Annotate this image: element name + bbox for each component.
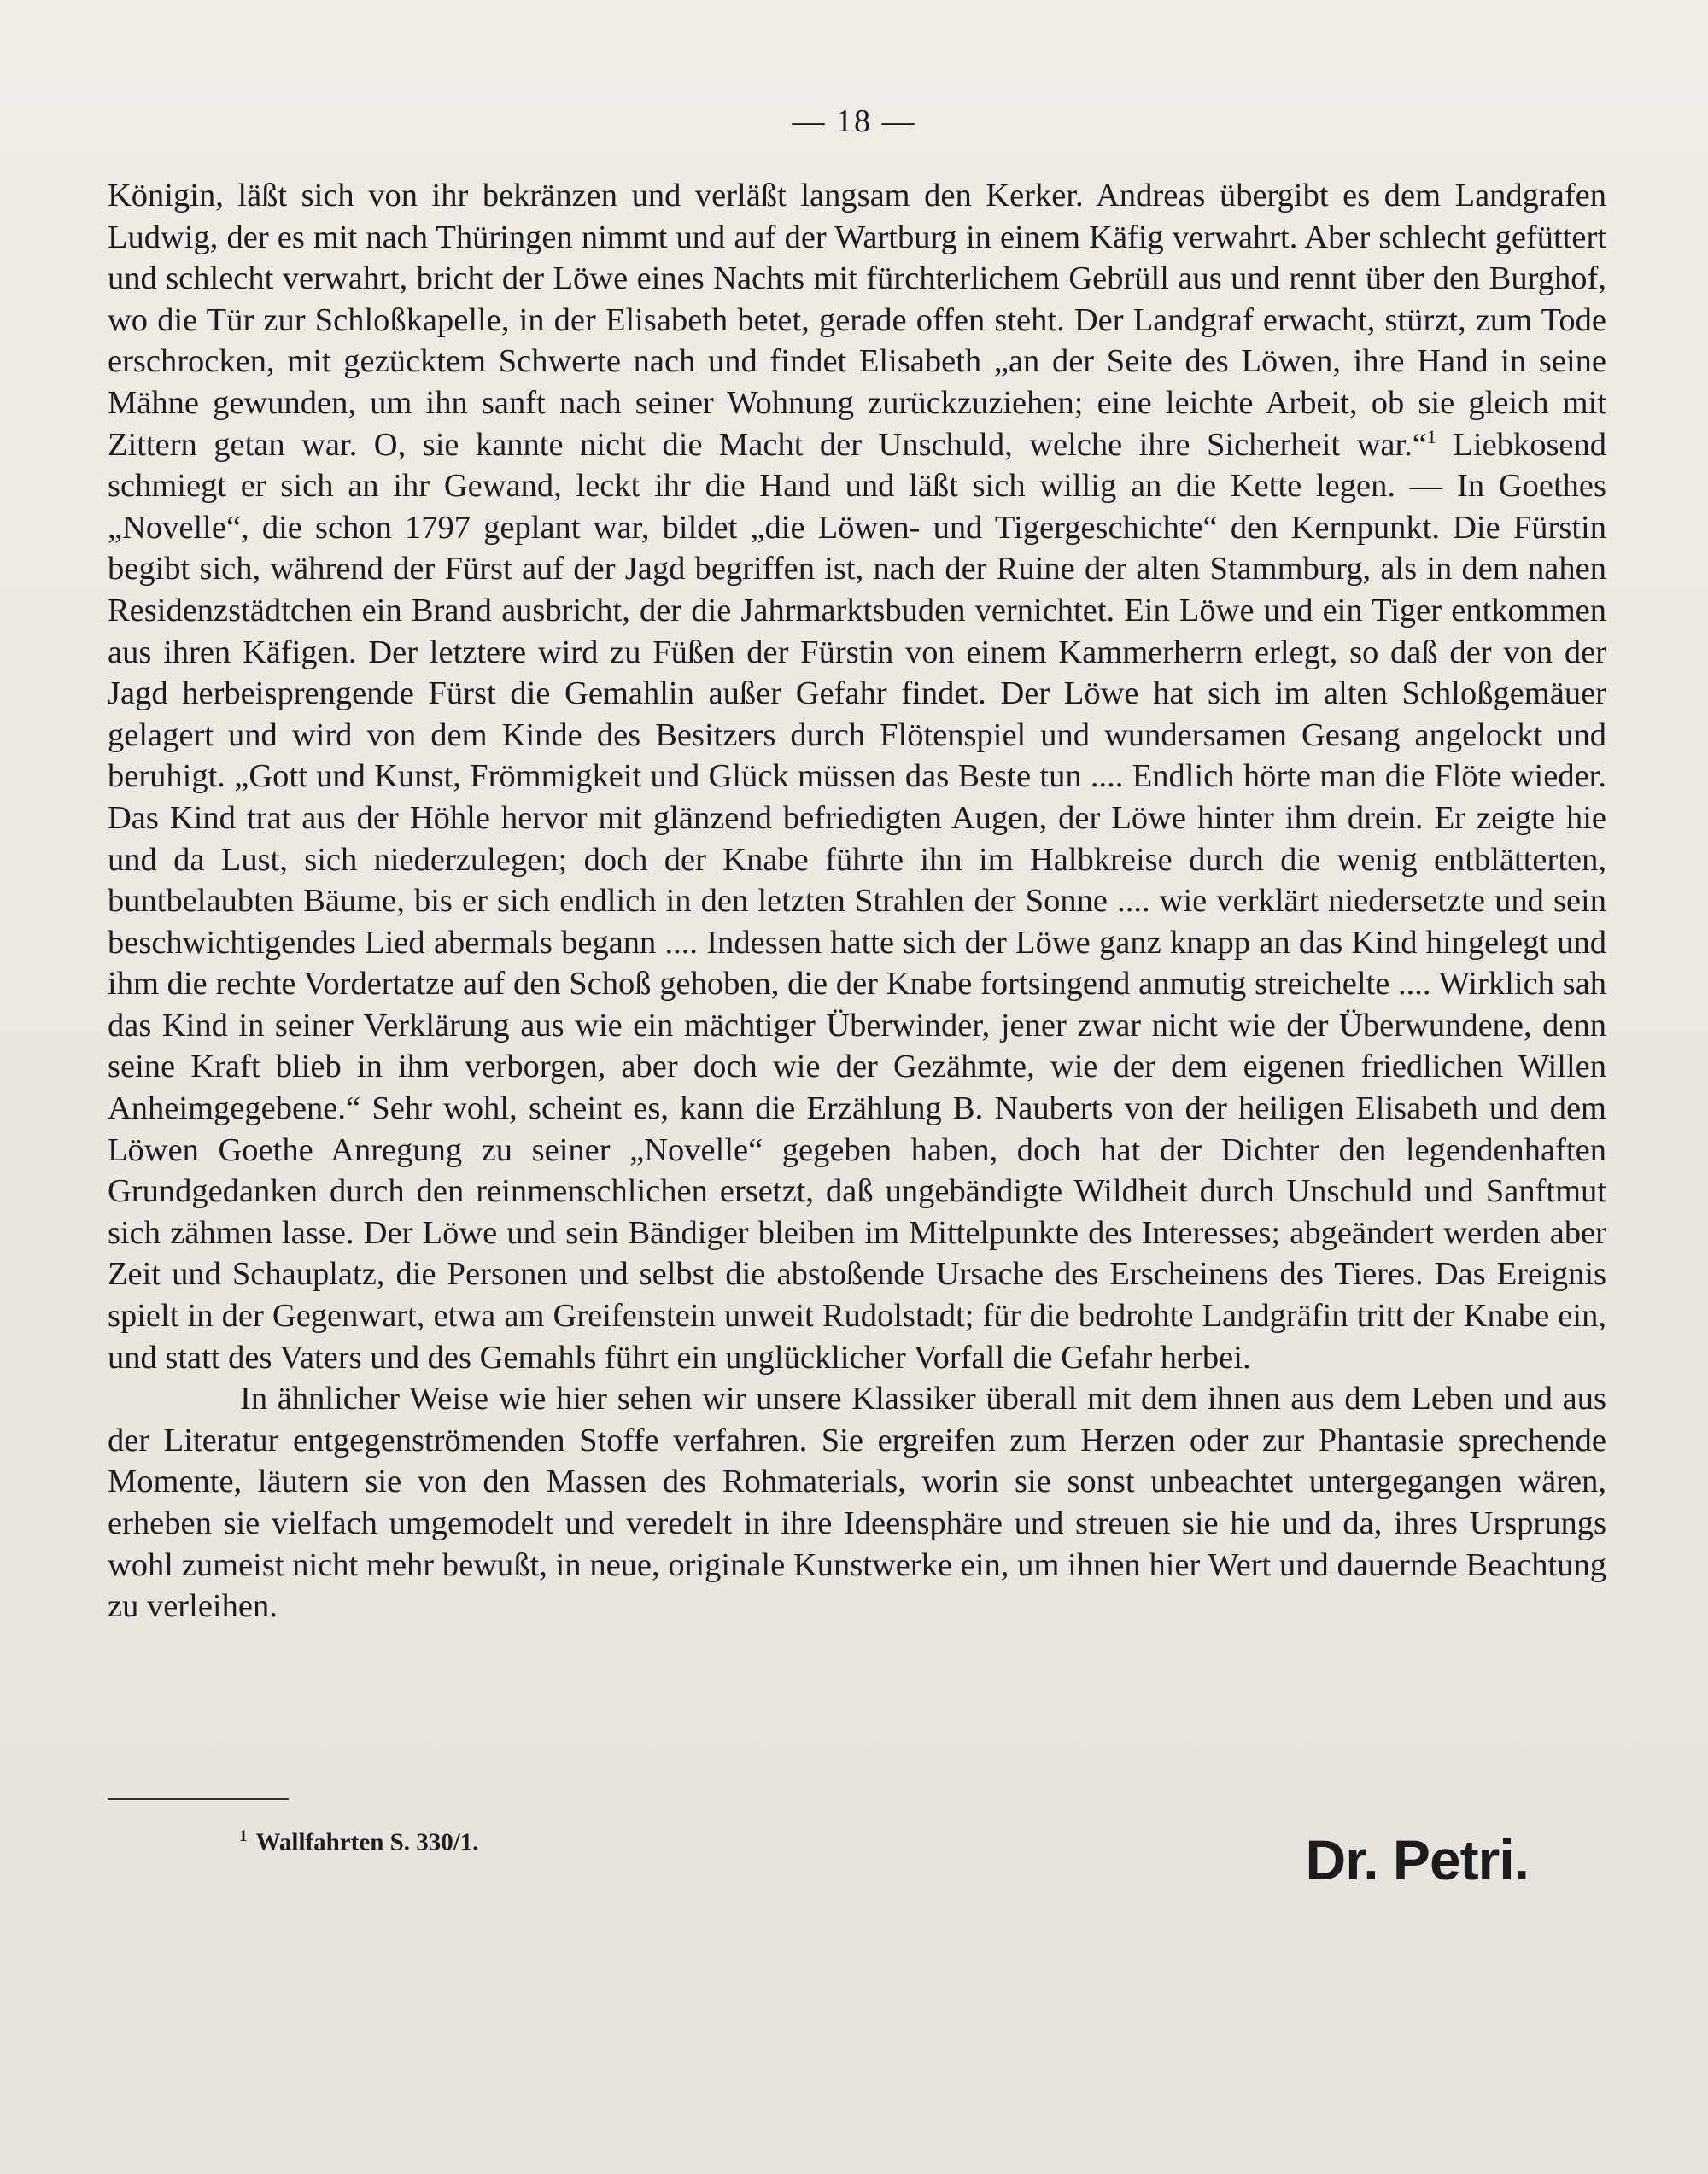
footnote-reference: 1 — [1426, 425, 1436, 447]
page-number: — 18 — — [792, 103, 916, 139]
paragraph-1 — [108, 175, 1606, 1378]
footnote — [239, 1827, 479, 1857]
footnote-rule — [108, 1798, 289, 1800]
author-signature: Dr. Petri. — [1305, 1828, 1529, 1891]
paragraph-1-text-continued: Liebkosend schmiegt er sich an ihr Gewand, leckt ihr die Hand und läßt sich willig an die Kette legen. — In Goethes „Novelle“, die schon 1797 geplant war, bildet „die Löwen- und Tigergeschichte“ den Kernpunkt. Die Fürstin begibt sich, während der Fürst auf der Jagd begriffen ist, nach der Ruine der alten Stammburg, als in dem nahen Residenzstädtchen ein Brand ausbricht, der die Jahrmarktsbuden vernichtet. Ein Löwe und ein Tiger entkommen aus ihren Käfigen. Der letztere wird zu Füßen der Fürstin von einem Kammerherrn erlegt, so daß der von der Jagd herbeisprengende Fürst die Gemahlin außer Gefahr findet. Der Löwe hat sich im alten Schloßgemäuer gelagert und wird von dem Kinde des Besitzers durch Flötenspiel und wundersamen Gesang angelockt und beruhigt. „Gott und Kunst, Frömmigkeit und Glück müssen das Beste tun .... Endlich hörte man die Flöte wieder. Das Kind trat aus der Höhle hervor mit glänzend befriedigten Augen, der Löwe hinter ihm drein. Er zeigte hie und da Lust, sich niederzulegen; doch der Knabe führte ihn im Halbkreise durch die wenig entblätterten, buntbelaubten Bäume, bis er sich endlich in den letzten Strahlen der Sonne .... wie verklärt niedersetzte und sein beschwichtigendes Lied abermals begann .... Indessen hatte sich der Löwe ganz knapp an das Kind hingelegt und ihm die rechte Vordertatze auf den Schoß gehoben, die der Knabe fortsingend anmutig streichelte .... Wirklich sah das Kind in seiner Verklärung aus wie ein mächtiger Überwinder, jener zwar nicht wie der Überwundene, denn seine Kraft blieb in ihm verborgen, aber doch wie der Gezähmte, wie der dem eigenen friedlichen Willen Anheimgegebene.“ Sehr wohl, scheint es, kann die Erzählung B. Nauberts von der heiligen Elisabeth und dem Löwen Goethe Anregung zu seiner „Novelle“ gegeben haben, doch hat der Dichter den legendenhaften Grundgedanken durch den reinmenschlichen ersetzt, daß ungebändigte Wildheit durch Unschuld und Sanftmut sich zähmen lasse. Der Löwe und sein Bändiger bleiben im Mittelpunkte des Interesses; abgeändert werden aber Zeit und Schauplatz, die Personen und selbst die abstoßende Ursache des Erscheinens des Tieres. Das Ereignis spielt in der Gegenwart, etwa am Greifenstein unweit Rudolstadt; für die bedrohte Landgräfin tritt der Knabe ein, und statt des Vaters und des Gemahls führt ein unglücklicher Vorfall die Gefahr herbei. — [108, 426, 1607, 1376]
paragraph-2: In ähnlicher Weise wie hier sehen wir unsere Klassiker überall mit dem ihnen aus dem Leben und aus der Literatur entgegenströmenden Stoffe verfahren. Sie ergreifen zum Herzen oder zur Phantasie sprechende Momente, läutern sie von den Massen des Rohmaterials, worin sie sonst unbeachtet untergegangen wären, erheben sie vielfach umgemodelt und veredelt in ihre Ideensphäre und streuen sie hie und da, ihres Ursprungs wohl zumeist nicht mehr bewußt, in neue, originale Kunstwerke ein, um ihnen hier Wert und dauernde Beachtung zu verleihen. — [108, 1381, 1606, 1625]
footnote-text: Wallfahrten S. 330/1. — [255, 1828, 479, 1856]
paragraph-1-text: Königin, läßt sich von ihr bekränzen und verläßt langsam den Kerker. Andreas übergibt es dem Landgrafen Ludwig, der es mit nach Thüringen nimmt und auf der Wartburg in einem Käfig verwahrt. Aber schlecht gefüttert und schlecht verwahrt, bricht der Löwe eines Nachts mit fürchterlichem Gebrüll aus und rennt über den Burghof, wo die Tür zur Schloßkapelle, in der Elisabeth betet, gerade offen steht. Der Landgraf erwacht, stürzt, zum Tode erschrocken, mit gezücktem Schwerte nach und findet Elisabeth „an der Seite des Löwen, ihre Hand in seine Mähne gewunden, um ihn sanft nach seiner Wohnung zurückzuziehen; eine leichte Arbeit, ob sie gleich mit Zittern getan war. O, sie kannte nicht die Macht der Unschuld, welche ihre Sicherheit war.“ — [108, 178, 1606, 463]
footnote-mark: 1 — [239, 1827, 248, 1845]
body-text — [108, 175, 1606, 1628]
